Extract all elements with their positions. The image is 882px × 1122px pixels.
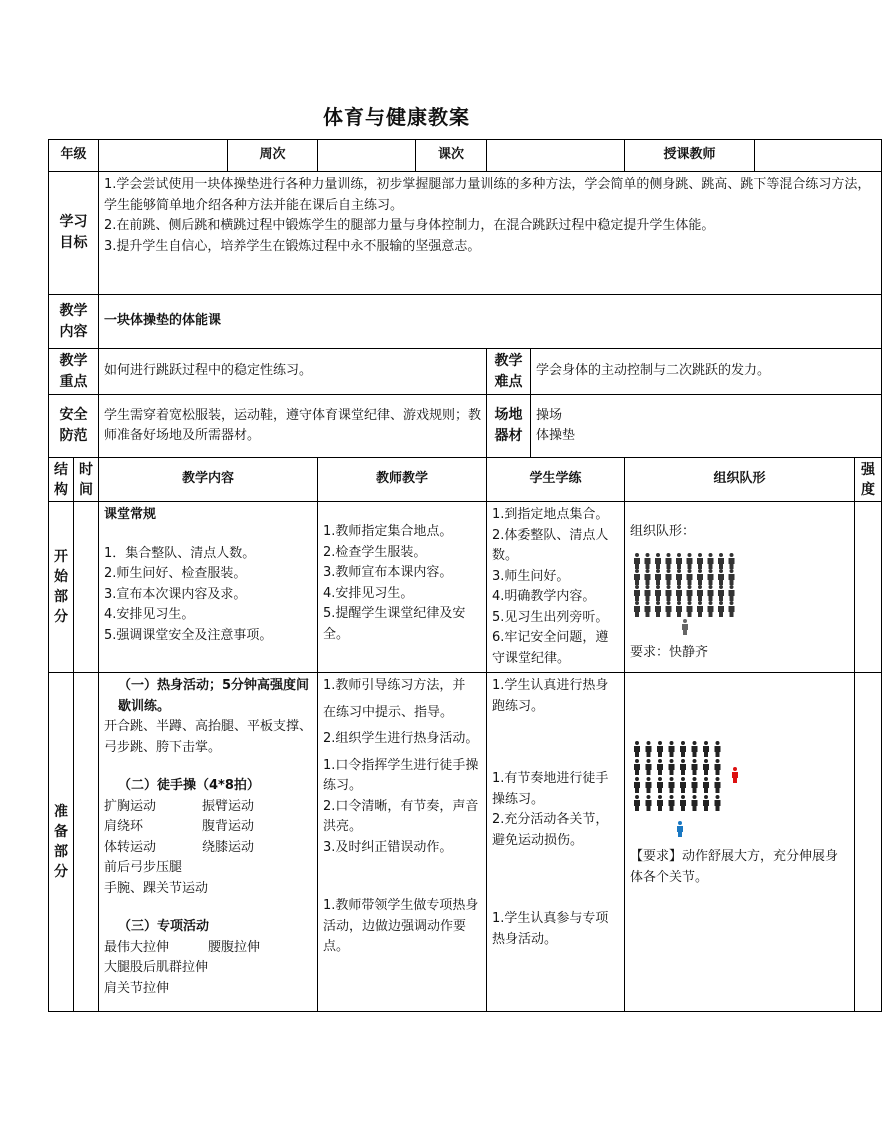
student-figure (634, 569, 640, 585)
objective-line: 2.在前跳、侧后跳和横跳过程中锻炼学生的腿部力量与身体控制力，在混合跳跃过程中稳定提升学生体能。 (104, 218, 715, 233)
student-figure (715, 777, 721, 793)
col-formation: 组织队形 (625, 458, 855, 502)
student-figure (687, 553, 693, 569)
safety-label: 安全 防范 (49, 395, 99, 458)
difficulty-label: 教学 难点 (487, 349, 531, 395)
grade-value (99, 140, 228, 172)
student-figure (634, 759, 640, 775)
start-teacher: 1.教师指定集合地点。 2.检查学生服装。 3.教师宣布本课内容。 4.安排见习生。 5.提醒学生课堂纪律及安全。 (318, 502, 487, 673)
content-text: 一块体操垫的体能课 (99, 295, 882, 349)
student-figure (634, 601, 640, 617)
student-figure (697, 569, 703, 585)
student-figure (676, 569, 682, 585)
student-figure (703, 777, 709, 793)
prep-content: （一）热身活动；5分钟高强度间歇训练。 开合跳、半蹲、高抬腿、平板支撑、弓步跳、胯下击掌。 （二）徒手操（4*8拍） 扩胸运动 振臂运动 肩绕环 腹背运动 体转运动 绕膝运动 前后弓步压腿 手腕、踝关节运动 （三）专项活动 最伟大拉伸 腰腹拉伸 大腿股后肌群拉伸 肩关节拉伸 (99, 673, 318, 1012)
formation-note: 【要求】动作舒展大方，充分伸展身体各个关节。 (630, 849, 839, 885)
student-figure (729, 553, 735, 569)
student-figure (655, 569, 661, 585)
start-content: 课堂常规 1．集合整队、清点人数。 2.师生问好、检查服装。 3.宣布本次课内容及求。 4.安排见习生。 5.强调课堂安全及注意事项。 (99, 502, 318, 673)
prep-student: 1.学生认真进行热身跑练习。 1.有节奏地进行徒手操练习。 2.充分活动各关节，避免运动损伤。 1.学生认真参与专项热身活动。 (487, 673, 625, 1012)
header-row (49, 140, 882, 172)
warmup-title: （一）热身活动；5分钟高强度间歇训练。 (118, 678, 310, 714)
student-figure (680, 795, 686, 811)
student-figure (708, 601, 714, 617)
student-figure (634, 795, 640, 811)
teacher-value (755, 140, 882, 172)
gym-title: （二）徒手操（4*8拍） (118, 778, 260, 793)
student-figure (692, 777, 698, 793)
student-figure (669, 741, 675, 757)
teacher-figure (677, 821, 683, 837)
venue-label: 场地 器材 (487, 395, 531, 458)
focus-text: 如何进行跳跃过程中的稳定性练习。 (99, 349, 487, 395)
prep-section-time (74, 673, 99, 1012)
student-figure (634, 777, 640, 793)
student-figure (715, 759, 721, 775)
student-figure (666, 553, 672, 569)
student-figure (718, 553, 724, 569)
student-figure (703, 759, 709, 775)
student-figure (697, 553, 703, 569)
col-time: 时 间 (74, 458, 99, 502)
prep-formation (625, 673, 855, 1012)
student-figure (646, 777, 652, 793)
start-student: 1.到指定地点集合。 2.体委整队、清点人数。 3.师生问好。 4.明确教学内容。 5.见习生出列旁听。 6.牢记安全问题，遵守课堂纪律。 (487, 502, 625, 673)
start-section-label: 开 始 部 分 (49, 502, 74, 673)
student-figure (669, 759, 675, 775)
student-figure (676, 601, 682, 617)
lesson-value (487, 140, 625, 172)
objective-line: 1.学会尝试使用一块体操垫进行各种力量训练，初步掌握腿部力量训练的多种方法，学会简单的侧身跳、跳高、跳下等混合练习方法，学生能够简单地介绍各种方法并能在课后自主练习。 (104, 177, 871, 213)
lesson-plan-table (48, 139, 882, 1012)
student-figure (669, 777, 675, 793)
start-formation (625, 502, 855, 673)
student-figure (680, 741, 686, 757)
lesson-label: 课次 (416, 140, 487, 172)
student-figure (676, 553, 682, 569)
student-figure (645, 569, 651, 585)
content-label: 教学 内容 (49, 295, 99, 349)
page-title: 体育与健康教案 (323, 105, 470, 129)
student-figure (687, 569, 693, 585)
objectives-label: 学习 目标 (49, 172, 99, 295)
formation-note: 要求：快静齐 (630, 644, 709, 660)
special-title: （三）专项活动 (118, 919, 210, 934)
student-figure (657, 759, 663, 775)
student-figure (703, 741, 709, 757)
student-figure (655, 585, 661, 601)
col-student: 学生学练 (487, 458, 625, 502)
start-section-time (74, 502, 99, 673)
start-section-row (49, 502, 882, 673)
student-figure (692, 759, 698, 775)
col-structure: 结 构 (49, 458, 74, 502)
student-figure (680, 759, 686, 775)
venue-text: 操场 体操垫 (531, 395, 882, 458)
student-figure (657, 777, 663, 793)
student-figure (680, 777, 686, 793)
student-figure (708, 569, 714, 585)
prep-section-row (49, 673, 882, 1012)
prep-teacher: 1.教师引导练习方法，并 在练习中提示、指导。 2.组织学生进行热身活动。 1.口令指挥学生进行徒手操练习。 2.口令清晰，有节奏，声音洪亮。 3.及时纠正错误动作。 1.教师带领学生做专项热身活动，边做边强调动作要点。 (318, 673, 487, 1012)
student-figure (692, 741, 698, 757)
difficulty-text: 学会身体的主动控制与二次跳跃的发力。 (531, 349, 882, 395)
formation-figure (632, 551, 742, 637)
student-figure (708, 585, 714, 601)
col-intensity: 强 度 (855, 458, 882, 502)
student-figure (645, 585, 651, 601)
prep-intensity (855, 673, 882, 1012)
grade-label: 年级 (49, 140, 99, 172)
student-figure (692, 795, 698, 811)
student-figure (729, 585, 735, 601)
student-figure (666, 585, 672, 601)
col-content: 教学内容 (99, 458, 318, 502)
objective-line: 3.提升学生自信心，培养学生在锻炼过程中永不服输的坚强意志。 (104, 238, 481, 254)
student-figure (634, 553, 640, 569)
student-figure (687, 601, 693, 617)
content-row (49, 295, 882, 349)
safety-text: 学生需穿着宽松服装，运动鞋，遵守体育课堂纪律、游戏规则；教师准备好场地及所需器材。 (99, 395, 487, 458)
leader-figure (732, 767, 738, 783)
student-figure (655, 601, 661, 617)
student-figure (666, 601, 672, 617)
student-figure (646, 741, 652, 757)
student-figure (715, 795, 721, 811)
student-figure (697, 585, 703, 601)
student-figure (655, 553, 661, 569)
focus-row (49, 349, 882, 395)
student-figure (729, 601, 735, 617)
warmup-text: 开合跳、半蹲、高抬腿、平板支撑、弓步跳、胯下击掌。 (104, 719, 313, 755)
student-figure (634, 741, 640, 757)
student-figure (718, 569, 724, 585)
week-value (318, 140, 416, 172)
student-figure (676, 585, 682, 601)
start-intensity (855, 502, 882, 673)
week-label: 周次 (228, 140, 318, 172)
start-content-title: 课堂常规 (104, 507, 157, 522)
teacher-figure (682, 619, 688, 635)
student-figure (687, 585, 693, 601)
student-figure (634, 585, 640, 601)
student-figure (669, 795, 675, 811)
student-figure (729, 569, 735, 585)
student-figure (703, 795, 709, 811)
student-figure (697, 601, 703, 617)
formation-title: 组织队形： (630, 524, 696, 539)
student-figure (657, 741, 663, 757)
prep-section-label: 准 备 部 分 (49, 673, 74, 1012)
student-figure (646, 795, 652, 811)
student-figure (718, 601, 724, 617)
student-figure (645, 553, 651, 569)
student-figure (657, 795, 663, 811)
student-figure (715, 741, 721, 757)
objectives-row (49, 172, 882, 295)
student-figure (718, 585, 724, 601)
student-figure (645, 601, 651, 617)
safety-row (49, 395, 882, 458)
focus-label: 教学 重点 (49, 349, 99, 395)
teacher-label: 授课教师 (625, 140, 755, 172)
formation-figure (632, 739, 752, 841)
col-teacher: 教师教学 (318, 458, 487, 502)
column-header-row (49, 458, 882, 502)
student-figure (646, 759, 652, 775)
student-figure (708, 553, 714, 569)
objectives-text (99, 172, 882, 295)
student-figure (666, 569, 672, 585)
